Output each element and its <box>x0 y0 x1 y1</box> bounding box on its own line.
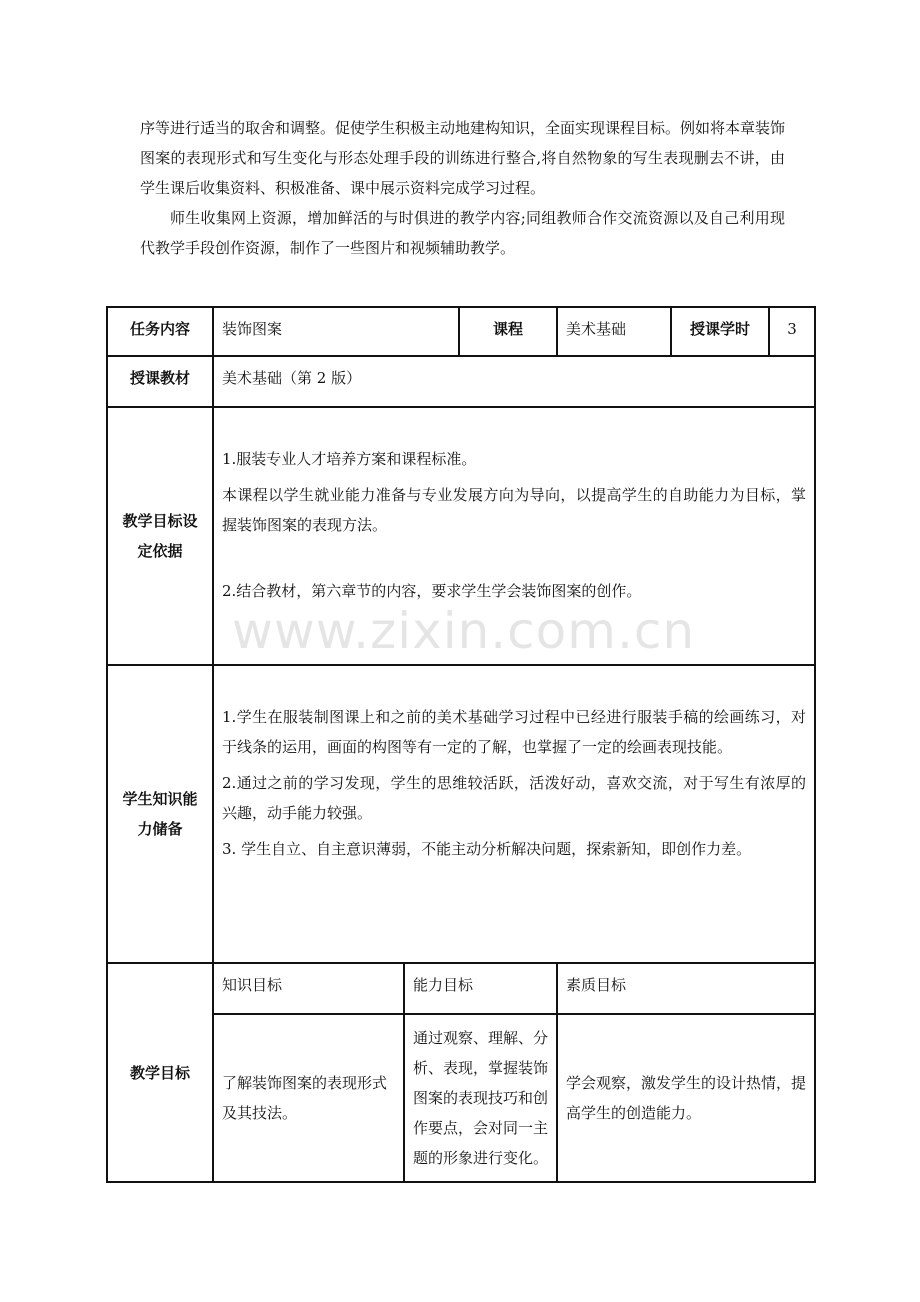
course-label: 课程 <box>459 307 557 356</box>
task-label: 任务内容 <box>107 307 213 356</box>
row-objectives-content <box>107 1014 815 1182</box>
hours-value: 3 <box>769 307 815 356</box>
row-task <box>107 307 815 356</box>
ability-text: 通过观察、理解、分析、表现，掌握装饰图案的表现技巧和创作要点，会对同一主题的形象进行变化。 <box>404 1014 557 1182</box>
row-basis <box>107 407 815 665</box>
row-preparation <box>107 665 815 963</box>
textbook-label: 授课教材 <box>107 356 213 407</box>
basis-item-3: 2.结合教材，第六章节的内容，要求学生学会装饰图案的创作。 <box>222 582 642 600</box>
course-value: 美术基础 <box>557 307 671 356</box>
ability-header: 能力目标 <box>404 963 557 1014</box>
preparation-item-2: 2.通过之前的学习发现，学生的思维较活跃，活泼好动，喜欢交流，对于写生有浓厚的兴趣，动手能力较强。 <box>222 774 807 822</box>
quality-header: 素质目标 <box>557 963 815 1014</box>
preparation-label: 学生知识能力储备 <box>107 665 213 963</box>
quality-text: 学会观察，激发学生的设计热情，提高学生的创造能力。 <box>557 1014 815 1182</box>
lesson-plan-table <box>106 306 816 1183</box>
basis-item-1: 1.服装专业人才培养方案和课程标准。 <box>222 450 477 468</box>
watermark: www.zixin.com.cn <box>232 602 696 660</box>
objectives-label: 教学目标 <box>107 963 213 1182</box>
row-objectives-header <box>107 963 815 1014</box>
basis-item-2: 本课程以学生就业能力准备与专业发展方向为导向，以提高学生的自助能力为目标，掌握装饰图案的表现方法。 <box>222 486 807 534</box>
intro-paragraph-1: 序等进行适当的取舍和调整。促使学生积极主动地建构知识，全面实现课程目标。例如将本章装饰图案的表现形式和写生变化与形态处理手段的训练进行整合,将自然物象的写生表现删去不讲，由学生课后收集资料、积极准备、课中展示资料完成学习过程。 <box>140 119 786 197</box>
preparation-item-3: 3. 学生自立、自主意识薄弱，不能主动分析解决问题，探索新知，即创作力差。 <box>222 840 752 858</box>
basis-content <box>213 407 815 665</box>
preparation-content <box>213 665 815 963</box>
row-textbook <box>107 356 815 407</box>
task-value: 装饰图案 <box>213 307 459 356</box>
knowledge-text: 了解装饰图案的表现形式及其技法。 <box>213 1014 404 1182</box>
hours-label: 授课学时 <box>671 307 769 356</box>
intro-paragraph-2: 师生收集网上资源，增加鲜活的与时俱进的教学内容;同组教师合作交流资源以及自己利用现代教学手段创作资源，制作了一些图片和视频辅助教学。 <box>140 209 785 257</box>
basis-label: 教学目标设定依据 <box>107 407 213 665</box>
textbook-value: 美术基础（第 2 版） <box>213 356 815 407</box>
knowledge-header: 知识目标 <box>213 963 404 1014</box>
preparation-item-1: 1.学生在服装制图课上和之前的美术基础学习过程中已经进行服装手稿的绘画练习，对于线条的运用，画面的构图等有一定的了解，也掌握了一定的绘画表现技能。 <box>222 708 807 756</box>
